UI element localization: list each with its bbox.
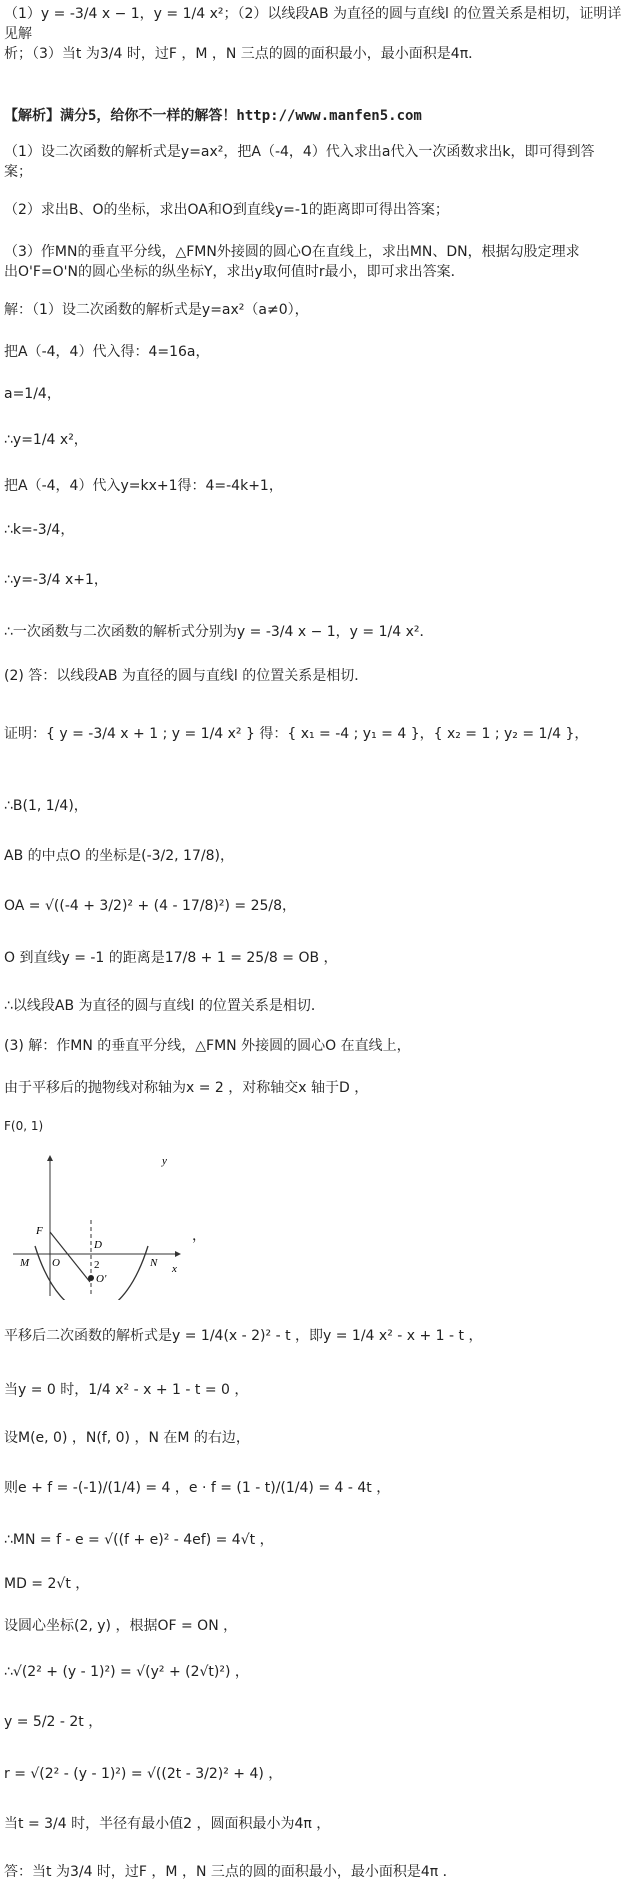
solution-line: 则e + f = -(-1)/(1/4) = 4 ，e · f = (1 - t)/(1/4) = 4 - 4t ， (4, 1480, 391, 1496)
solution-line: 当t = 3/4 时，半径有最小值2 ，圆面积最小为4π ， (4, 1816, 331, 1832)
solution-line: 平移后二次函数的解析式是y = 1/4(x - 2)² - t ，即y = 1/4 x² - x + 1 - t ， (4, 1328, 483, 1344)
solution-line: ∴一次函数与二次函数的解析式分别为y = -3/4 x − 1，y = 1/4 x²． (4, 624, 434, 640)
solution-line: MD = 2√t ， (4, 1576, 90, 1592)
solution-line: ∴√(2² + (y - 1)²) = √(y² + (2√t)²) ， (4, 1664, 249, 1680)
analysis-step-1-cont: 案； (4, 164, 32, 180)
solution-line: 由于平移后的抛物线对称轴为x = 2 ，对称轴交x 轴于D ， (4, 1080, 369, 1096)
solution-line: 当y = 0 时，1/4 x² - x + 1 - t = 0 ， (4, 1382, 249, 1398)
solution-line: AB 的中点O 的坐标是(-3/2, 17/8)， (4, 848, 234, 864)
solution-line: r = √(2² - (y - 1)²) = √((2t - 3/2)² + 4) ， (4, 1766, 283, 1782)
analysis-step-1: （1）设二次函数的解析式是y=ax²，把A（-4，4）代入求出a代入一次函数求出k，即可得到答 (4, 144, 595, 160)
solution-line: OA = √((-4 + 3/2)² + (4 - 17/8)²) = 25/8， (4, 898, 297, 914)
point-label-d: D (94, 1239, 102, 1251)
answer-summary-line-2: 析；（3）当t 为3/4 时，过F ，M ，N 三点的圆的面积最小，最小面积是4π． (4, 46, 483, 62)
y-axis-label: y (162, 1155, 167, 1167)
analysis-step-3: （3）作MN的垂直平分线，△FMN外接圆的圆心O在直线上，求出MN、DN，根据勾股定理求 (4, 244, 580, 260)
solution-line: ∴y=-3/4 x+1， (4, 572, 108, 588)
solution-line: 证明：{ y = -3/4 x + 1 ; y = 1/4 x² } 得：{ x₁ = -4 ; y₁ = 4 }，{ x₂ = 1 ; y₂ = 1/4 }， (4, 726, 589, 742)
solution-line: ∴k=-3/4， (4, 522, 75, 538)
solution-line: 设圆心坐标(2, y) ，根据OF = ON ， (4, 1618, 238, 1634)
final-answer: 答：当t 为3/4 时，过F ，M ，N 三点的圆的面积最小，最小面积是4π ． (4, 1864, 457, 1880)
solution-line: (3) 解：作MN 的垂直平分线，△FMN 外接圆的圆心O 在直线上， (4, 1038, 411, 1054)
solution-line: y = 5/2 - 2t ， (4, 1714, 103, 1730)
x-axis-label: x (172, 1263, 177, 1275)
analysis-step-3-cont: 出O'F=O'N的圆心坐标的纵坐标Y，求出y取何值时r最小，即可求出答案． (4, 264, 465, 280)
solution-line: 设M(e, 0) ，N(f, 0) ，N 在M 的右边， (4, 1430, 250, 1446)
answer-summary-line-1: （1）y = -3/4 x − 1，y = 1/4 x²；（2）以线段AB 为直径的圆与直线l 的位置关系是相切，证明详见解 (4, 6, 622, 43)
parabola-graph (8, 1150, 188, 1300)
center-point (88, 1275, 94, 1281)
point-label-n: N (150, 1257, 158, 1269)
solution-line: ∴B(1, 1/4)， (4, 798, 88, 814)
solution-line: F(0, 1) (4, 1119, 44, 1133)
solution-line: 把A（-4，4）代入得：4=16a， (4, 344, 210, 360)
point-label-m: M (20, 1257, 30, 1269)
parabola-graph-svg (8, 1150, 188, 1300)
solution-line: a=1/4， (4, 386, 61, 402)
point-label-o-prime: O' (96, 1273, 107, 1285)
analysis-step-2: （2）求出B、O的坐标，求出OA和O到直线y=-1的距离即可得出答案； (4, 202, 449, 218)
graph-trailing-comma: ， (192, 1228, 206, 1244)
solution-line: ∴以线段AB 为直径的圆与直线l 的位置关系是相切． (4, 998, 325, 1014)
solution-line: 把A（-4，4）代入y=kx+1得：4=-4k+1， (4, 478, 283, 494)
solution-line: ∴MN = f - e = √((f + e)² - 4ef) = 4√t ， (4, 1532, 274, 1548)
solution-line: 解：（1）设二次函数的解析式是y=ax²（a≠0）， (4, 302, 309, 318)
point-label-f: F (36, 1225, 43, 1237)
analysis-header: 【解析】满分5，给你不一样的解答！http://www.manfen5.com (4, 108, 422, 124)
solution-line: (2) 答：以线段AB 为直径的圆与直线l 的位置关系是相切． (4, 668, 369, 684)
solution-line: ∴y=1/4 x²， (4, 432, 88, 448)
solution-line: O 到直线y = -1 的距离是17/8 + 1 = 25/8 = OB ， (4, 950, 338, 966)
tick-label-2: 2 (94, 1259, 100, 1271)
point-label-o: O (52, 1257, 60, 1269)
